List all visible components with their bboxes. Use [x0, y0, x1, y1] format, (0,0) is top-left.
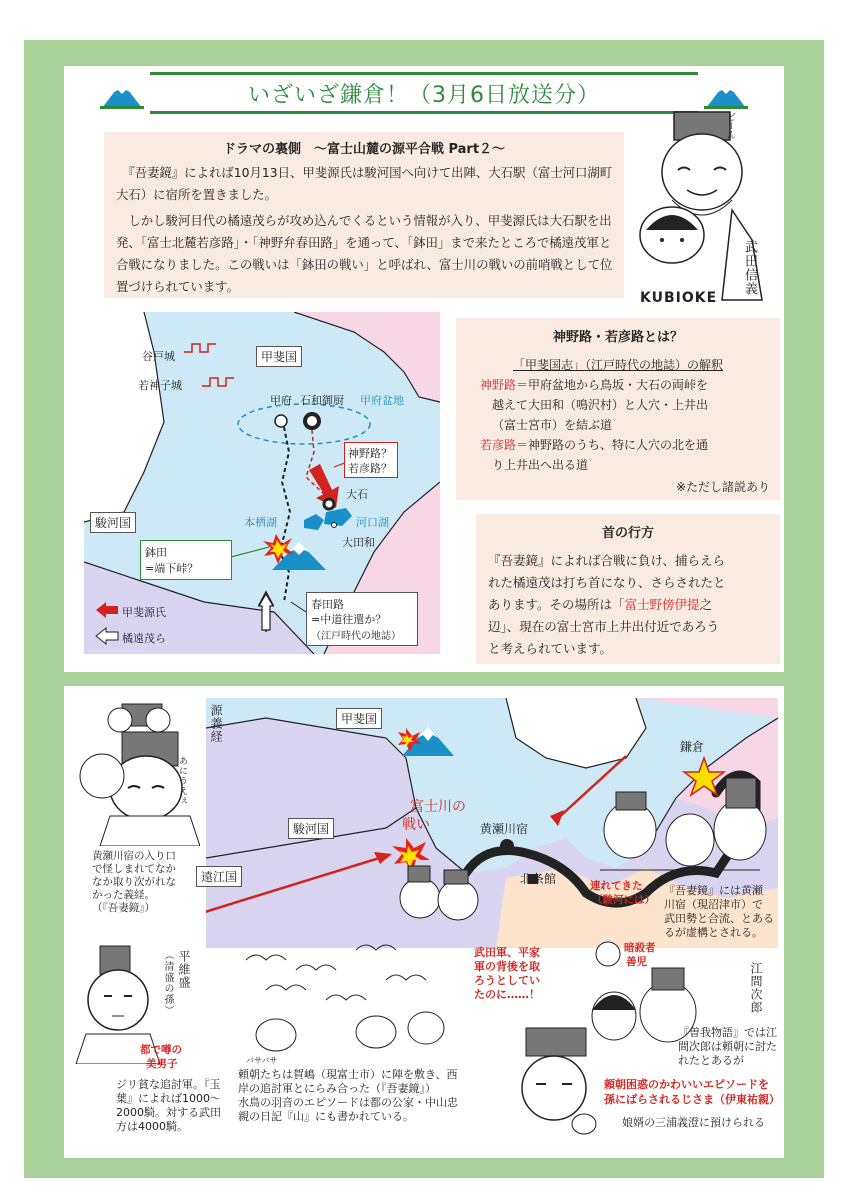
title-bar — [150, 72, 698, 114]
map1-wakamikojo: 若神子城 — [138, 379, 182, 392]
kamino-note: ※ただし諸説あり — [675, 480, 770, 494]
kubi-line-3: あります。その場所は「富士野傍伊提之 — [488, 597, 713, 612]
takeda-army-illustration — [392, 860, 492, 930]
map1-route-box — [344, 442, 398, 478]
map1-kai-label: 甲斐国 — [256, 346, 302, 367]
page-title: いざいざ鎌倉！（3月6日放送分） — [248, 83, 600, 108]
map1-kawaguchiko: 河口湖 — [356, 516, 389, 529]
kamino-wakahiko-box — [456, 318, 780, 500]
map2-battle-1: 富士川の — [410, 799, 466, 815]
koremori-name: 平維盛 — [177, 950, 191, 989]
map2-kamakura: 鎌倉 — [680, 740, 705, 754]
map1-wakahiko: 若彦路？ — [348, 462, 392, 475]
yoshitsune-name: 源義経 — [209, 704, 223, 743]
map1-isawa: 石和御厨 — [300, 394, 344, 407]
kamino-def-line-2: 越えて大田和（鳴沢村）と人穴・上井出 — [492, 398, 709, 412]
map1-kofu-basin: 甲府盆地 — [360, 394, 404, 407]
right-note: 『吾妻鏡』には黄瀬 川宿（現沼津市）で 武田勢と合流、とある るが虚構とされる。 — [664, 884, 774, 939]
center-note: 頼朝たちは賀嶋（現富士市）に陣を敷き、西 岸の追討軍とにらみ合った（『吾妻鏡』） 水鳥の羽音のエピソードは都の公家・中山忠 親の日記『山』にも書かれている。 — [238, 1068, 458, 1123]
tsuretekita-2: （駿河には） — [592, 894, 655, 906]
map1-kofu: 甲府 — [270, 394, 292, 407]
bidanshi-2: 美男子 — [146, 1058, 178, 1070]
map1-haruta-3: （江戸時代の地誌） — [311, 631, 401, 642]
legend-tachibana: 橘遠茂ら — [122, 632, 166, 645]
map1-oishi: 大石 — [346, 488, 368, 501]
assassin-2: 善児 — [626, 956, 647, 968]
kubi-box-title: 首の行方 — [601, 526, 654, 541]
kubi-line-5: と考えられています。 — [488, 641, 613, 656]
map1-kamino: 神野路？ — [348, 447, 392, 460]
bidanshi-1: 都で噂の — [140, 1044, 182, 1056]
intro-paragraph-1: 『吾妻鏡』によれば10月13日、甲斐源氏は駿河国へ向けて出陣、大石駅（富士河口湖町大石）に宿所を置きました。 — [116, 165, 613, 202]
intro-paragraph-2: しかし駿河目代の橘遠茂らが攻め込んでくるという情報が入り、甲斐源氏は大石駅を出発、「富士北麓若彦路」・「神野弁春田路」を通って、「鉢田」まで来たところで橘遠茂軍と合戦になりました。この戦いは「鉢田の戦い」と呼ばれ、富士川の戦いの前哨戦として位置づけられています。 — [116, 213, 613, 294]
map1-haruta-2: =中道往還か？ — [311, 613, 387, 626]
intro-heading: ドラマの裏側 ～富士山麓の源平合戦 Part２～ — [222, 142, 506, 157]
musume-note: 娘婿の三浦義澄に預けられる — [622, 1116, 765, 1129]
intro-box — [104, 132, 624, 298]
yoritomo-group-illustration — [590, 770, 770, 880]
legend-kai-genji: 甲斐源氏 — [122, 606, 166, 619]
sfx-text: どーん — [725, 112, 735, 139]
map2-kai-label: 甲斐国 — [336, 708, 382, 729]
kubi-line-1: 『吾妻鏡』によれば合戦に負け、捕らえら — [488, 553, 726, 568]
map1-suruga-label: 駿河国 — [90, 512, 136, 533]
map1-hachita-note: =端下峠？ — [145, 562, 199, 575]
tsuretekita-1: 連れてきた — [590, 880, 643, 892]
map2-hojo: 北条館 — [520, 872, 557, 886]
map1-haruta-box — [306, 592, 418, 646]
map2-battle-2: 戦い — [402, 817, 430, 833]
map1-hachita: 鉢田 — [145, 546, 167, 559]
episode-1: 頼朝困惑のかわいいエピソードを — [604, 1078, 769, 1091]
map2-suruga-label: 駿河国 — [288, 818, 334, 839]
takeda-name: 武田信義 — [742, 240, 757, 296]
wakahiko-def-line-2: り上井出へ出る道 — [492, 458, 589, 472]
takeda-bubble: 武田軍、平家 軍の背後を取 ろうとしてい たのに……！ — [474, 946, 540, 1001]
birds-illustration — [236, 940, 468, 1060]
map1-hachita-box — [140, 540, 232, 580]
yoshitsune-sfx: あにうえぇ — [177, 756, 187, 806]
wakahiko-def-line-1: 若彦路＝神野路のうち、特に人穴の北を通 — [480, 438, 709, 452]
kubi-line-4: 辺」、現在の富士宮市上井出付近であろう — [488, 619, 720, 634]
kubi-box — [476, 514, 780, 664]
ema-name: 江間次郎 — [749, 962, 763, 1014]
map2-kisegawa: 黄瀬川宿 — [480, 822, 529, 836]
kamino-box-title: 神野路・若彦路とは？ — [552, 330, 683, 345]
map1-yatojo: 谷戸城 — [142, 350, 175, 363]
assassin-1: 暗殺者 — [624, 942, 656, 954]
kamino-def-line-1: 神野路＝甲府盆地から鳥坂・大石の両峠を — [480, 378, 709, 392]
birds-sfx: バサバサ — [246, 1056, 278, 1065]
kamino-box-sub: 「甲斐国志」（江戸時代の地誌）の解釈 — [512, 358, 723, 372]
episode-2: 孫にばらされるじさま（伊東祐親） — [604, 1093, 780, 1106]
map1-ootawa: 大田和 — [342, 536, 375, 549]
map1-motosuko: 本栖湖 — [244, 516, 277, 529]
koremori-sub: （清盛の孫） — [162, 950, 173, 1016]
mount-fuji-icon-left — [100, 78, 144, 110]
kubioke-logo: KUBIOKE — [640, 290, 718, 306]
map1-haruta-1: 春田路 — [311, 598, 344, 611]
mount-fuji-icon-right — [704, 78, 748, 110]
kamino-def-line-3: （富士宮市）を結ぶ道 — [492, 418, 613, 432]
map2-totomi-label: 遠江国 — [196, 866, 242, 887]
kubi-line-2: れた橘遠茂は打ち首になり、さらされたと — [488, 575, 726, 590]
yoritomo-illustration — [506, 1026, 606, 1136]
soga-note: 『曽我物語』では江 間次郎は頼朝に討た れたとあるが — [678, 1026, 777, 1067]
yoshitsune-note: 黄瀬川宿の入り口 で怪しまれてなか なか取り次がれな かった義経。 （『吾妻鏡』） — [92, 850, 176, 914]
koremori-note: ジリ貧な追討軍。『玉 葉』によれば1000～ 2000騎。対する武田 方は4000騎。 — [116, 1078, 221, 1133]
